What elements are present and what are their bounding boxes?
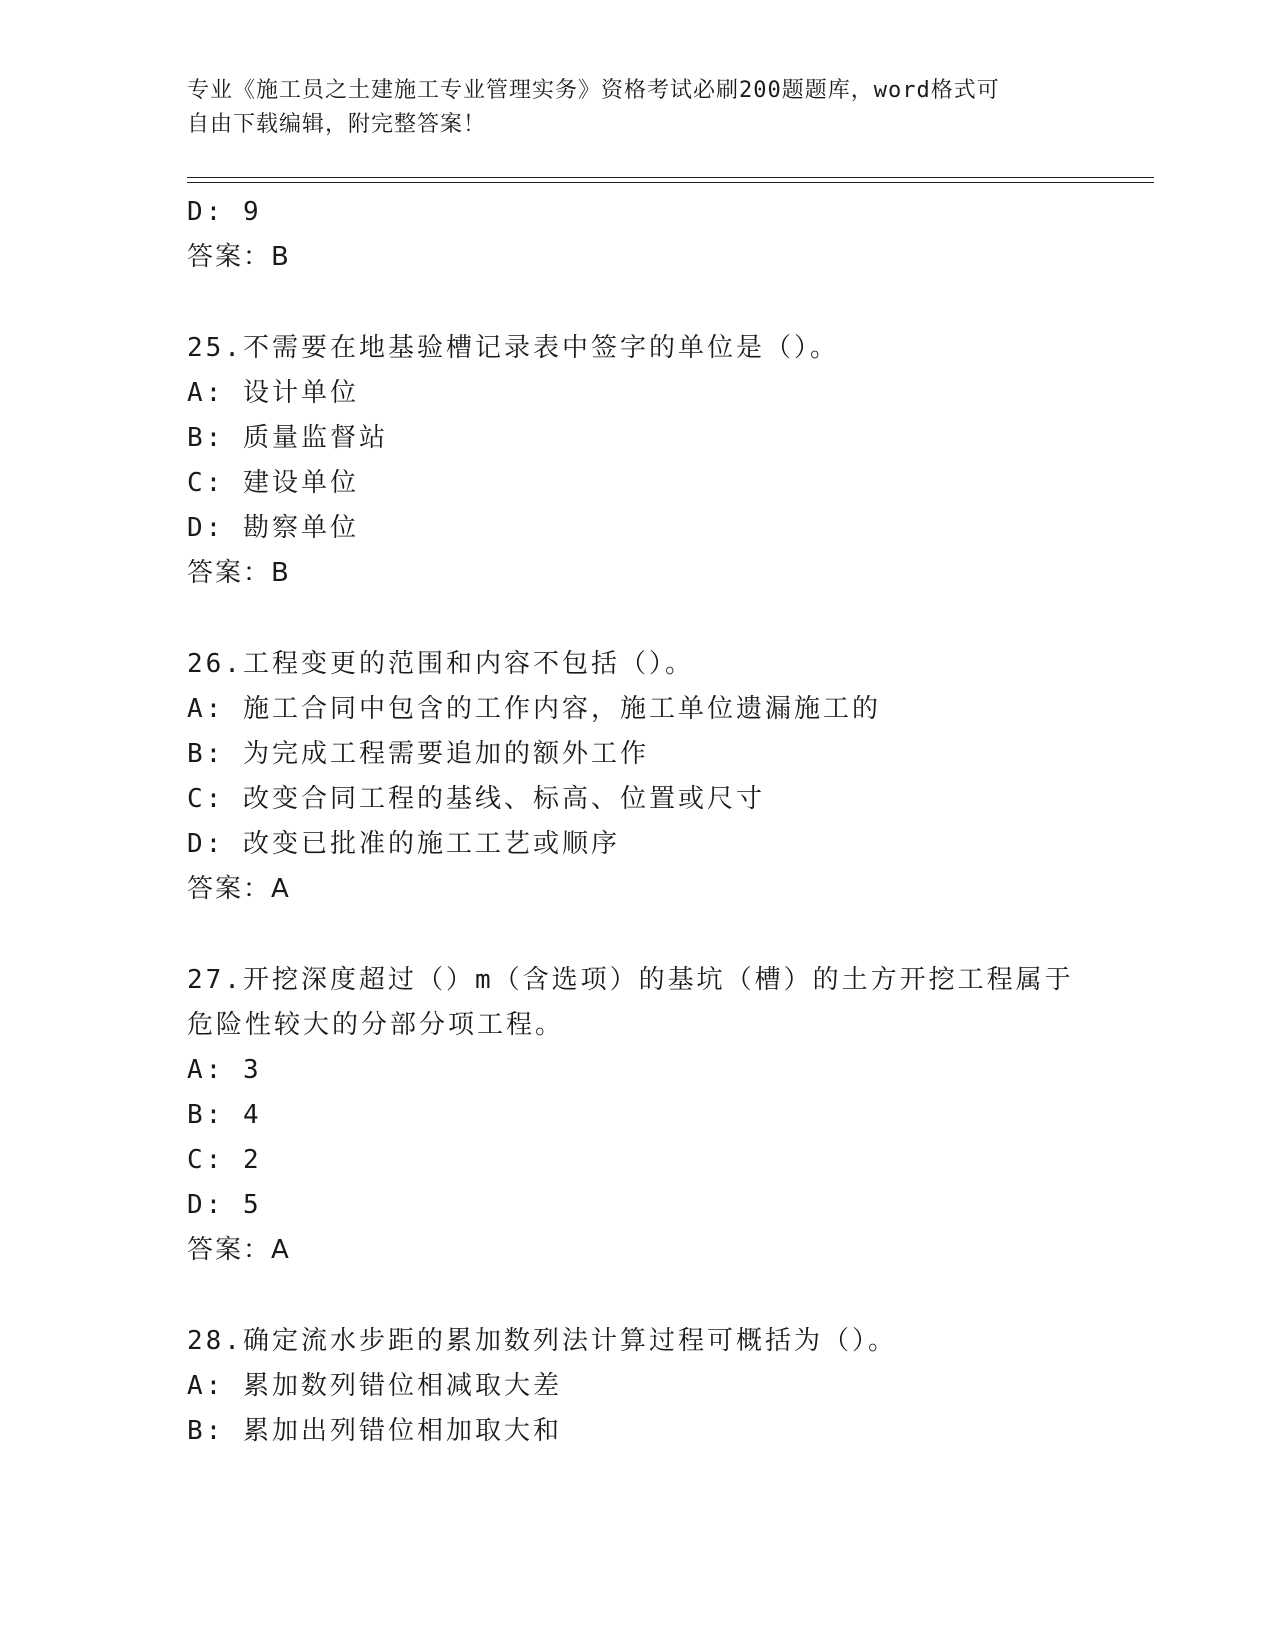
option-d: D: 9 <box>187 197 262 227</box>
answer-line: 答案：B <box>187 242 291 272</box>
option-a: A: 累加数列错位相减取大差 <box>187 1371 562 1401</box>
option-d: D: 改变已批准的施工工艺或顺序 <box>187 829 620 859</box>
option-b: B: 累加出列错位相加取大和 <box>187 1416 562 1446</box>
header-divider-bottom <box>187 182 1154 183</box>
option-a: A: 设计单位 <box>187 378 359 408</box>
answer-line: 答案：A <box>187 1235 291 1265</box>
option-b: B: 4 <box>187 1100 262 1130</box>
option-a: A: 3 <box>187 1055 262 1085</box>
question-stem: 27.开挖深度超过（）m（含选项）的基坑（槽）的土方开挖工程属于 <box>187 965 1074 995</box>
question-stem-continued: 危险性较大的分部分项工程。 <box>187 1010 565 1040</box>
question-stem: 26.工程变更的范围和内容不包括（）。 <box>187 649 694 679</box>
question-28 <box>187 1319 1147 1454</box>
document-header <box>187 74 1087 142</box>
option-c: C: 改变合同工程的基线、标高、位置或尺寸 <box>187 784 765 814</box>
question-stem: 25.不需要在地基验槽记录表中签字的单位是（）。 <box>187 333 839 363</box>
question-list <box>187 190 1147 1454</box>
option-c: C: 建设单位 <box>187 468 359 498</box>
option-d: D: 勘察单位 <box>187 513 359 543</box>
option-b: B: 为完成工程需要追加的额外工作 <box>187 739 649 769</box>
header-line-1: 专业《施工员之土建施工专业管理实务》资格考试必刷200题题库，word格式可 <box>187 78 1000 103</box>
question-25 <box>187 326 1147 596</box>
header-divider-top <box>187 177 1154 178</box>
option-c: C: 2 <box>187 1145 262 1175</box>
header-line-2: 自由下载编辑，附完整答案！ <box>187 112 487 137</box>
question-stem: 28.确定流水步距的累加数列法计算过程可概括为（）。 <box>187 1326 897 1356</box>
option-d: D: 5 <box>187 1190 262 1220</box>
option-b: B: 质量监督站 <box>187 423 388 453</box>
answer-line: 答案：B <box>187 558 291 588</box>
answer-line: 答案：A <box>187 874 291 904</box>
question-27 <box>187 958 1147 1273</box>
option-a: A: 施工合同中包含的工作内容，施工单位遗漏施工的 <box>187 694 881 724</box>
question-26 <box>187 642 1147 912</box>
